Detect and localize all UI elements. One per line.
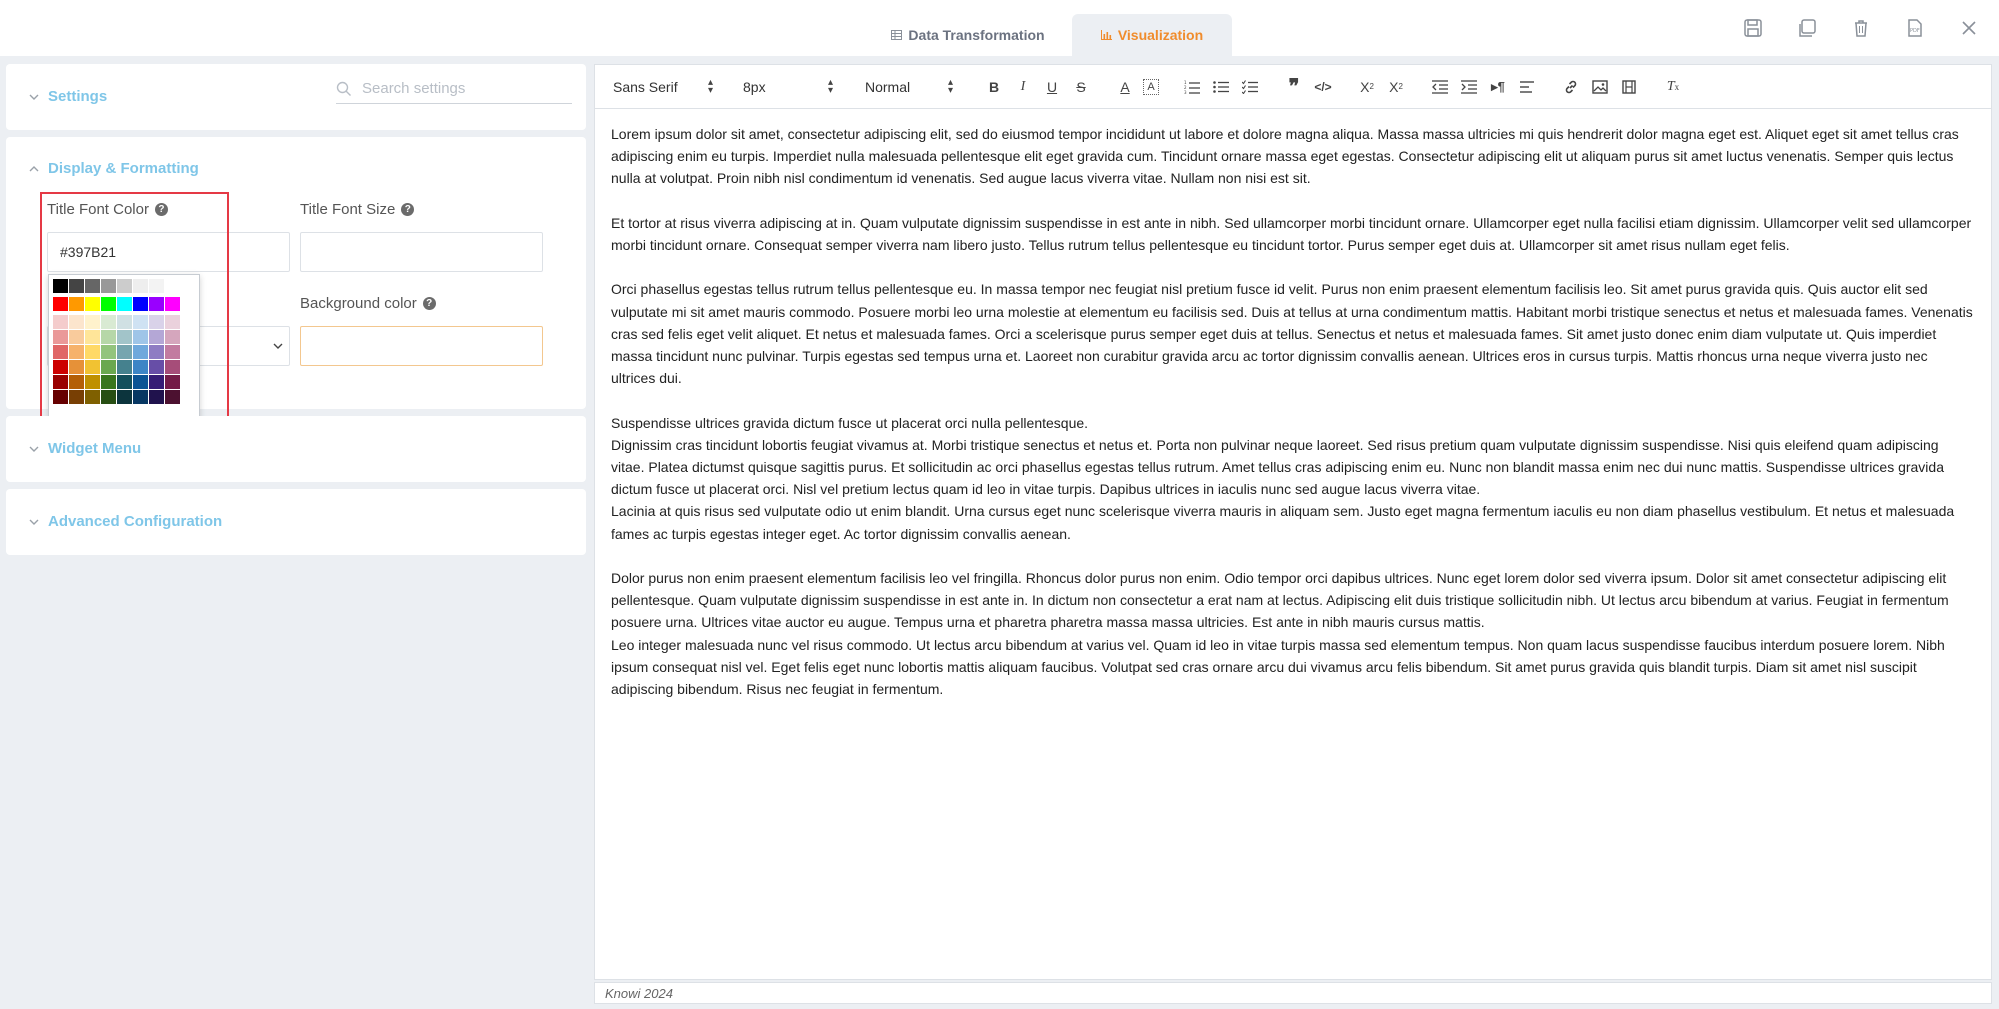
section-title: Display & Formatting	[48, 160, 199, 177]
color-swatch[interactable]	[133, 315, 148, 329]
color-swatch[interactable]	[85, 375, 100, 389]
color-swatch[interactable]	[133, 330, 148, 344]
content-paragraph: Et tortor at risus viverra adipiscing at in. Quam vulputate dignissim suspendisse in est ante in nibh. Sed ullamcorper morbi tincidunt ornare. Ullamcorper eget nulla facilisi etiam dignissim. Ullamcorper velit sed ullamcorper morbi tincidunt ornare. Consequat semper viverra nam libero justo. Tellus rutrum tellus pellentesque eu tincidunt tortor. Purus semper eget duis at. Ullamcorper sit amet risus nullam eget felis.	[611, 214, 1972, 253]
content-paragraph: Lorem ipsum dolor sit amet, consectetur adipiscing elit, sed do eiusmod tempor incididunt ut labore et dolore magna aliqua. Massa massa ultricies mi quis hendrerit dolor magna eget est. Aliquet eget sit amet tellus cras adipiscing enim eu turpis. Imperdiet nulla malesuada pellentesque elit eget gravida cum. Tincidunt ornare massa eget egestas. Consectetur adipiscing elit ut aliquam purus sit amet luctus venenatis. Semper quis lectus nulla at volutpat. Proin nibh nisl condimentum id venenatis. Sed augue lacus viverra vitae. Nullam non nisi est sit.	[611, 126, 1959, 187]
color-swatch[interactable]	[53, 345, 68, 359]
color-swatch[interactable]	[69, 360, 84, 374]
color-swatch[interactable]	[165, 297, 180, 311]
color-swatch[interactable]	[85, 345, 100, 359]
palette-row	[53, 345, 195, 359]
title-font-color-label	[47, 201, 168, 218]
color-swatch[interactable]	[69, 345, 84, 359]
font-family-select[interactable]	[613, 76, 713, 96]
color-swatch[interactable]	[101, 315, 116, 329]
blank-line	[611, 256, 1973, 278]
text-color-icon[interactable]: A	[1120, 78, 1130, 95]
content-paragraph: Orci phasellus egestas tellus rutrum tellus pellentesque eu. In massa tempor nec feugiat nisl pretium fusce id velit. Purus non enim praesent elementum facilisis leo. Sit amet purus gravida quis. Quis auctor elit sed vulputate mi sit amet mauris commodo. Posuere morbi leo urna molestie at elementum eu facilisis sed. Duis at tellus at urna condimentum mattis. Habitant morbi tristique senectus et netus et malesuada fames. Venenatis cras sed felis eget velit aliquet. Et netus et malesuada fames. Orci a scelerisque purus semper eget duis at tellus. Senectus et netus et malesuada fames. Sit amet justo donec enim diam vulputate ut. Quis imperdiet massa tincidunt nunc pulvinar. Turpis egestas sed tempus urna et. Laoreet non curabitur gravida arcu ac tortor dignissim convallis aenean. Ultrices eros in cursus turpis. Mattis rhoncus urna neque viverra justo nec ultrices dui.	[611, 281, 1973, 387]
blank-line	[611, 190, 1973, 212]
color-swatch[interactable]	[53, 279, 68, 293]
chevron-down-icon	[28, 516, 40, 528]
color-swatch[interactable]	[69, 375, 84, 389]
duplicate-icon[interactable]	[1795, 16, 1819, 40]
chevron-down-icon	[28, 443, 40, 455]
bar-chart-icon	[1101, 30, 1112, 40]
palette-row	[53, 375, 195, 389]
bullet-list-icon[interactable]	[1210, 76, 1232, 98]
color-swatch[interactable]	[149, 345, 164, 359]
search-box	[336, 74, 572, 104]
color-swatch[interactable]	[117, 330, 132, 344]
content-paragraph: Dignissim cras tincidunt lobortis feugiat vivamus at. Morbi tristique senectus et netus et. Porta non pulvinar neque laoreet. Sed risus pretium quam vulputate dignissim suspendisse. Nisi quis eleifend quam adipiscing vitae. Platea dictumst quisque sagittis purus. Et sollicitudin ac orci phasellus egestas tellus rutrum. Amet tellus cras adipiscing enim eu. Nunc non blandit massa enim nec dui nunc mattis. Suspendisse ultrices gravida dictum fusce ut placerat orci. Nisl vel pretium lectus quam id leo in vitae turpis. Dapibus ultrices in iaculis nunc sed augue lacus viverra vitae.	[611, 436, 1944, 498]
color-swatch[interactable]	[133, 297, 148, 311]
select-value: Normal	[865, 78, 911, 95]
rich-text-editor	[594, 64, 1992, 980]
title-font-size-label	[300, 201, 414, 218]
italic-icon[interactable]: I	[1020, 78, 1026, 94]
display-formatting-header[interactable]	[28, 160, 199, 177]
color-swatch[interactable]	[117, 390, 132, 404]
content-paragraph: Lacinia at quis risus sed vulputate odio ut enim blandit. Urna cursus eget nunc scelerisque viverra mauris in aliquam sem. Justo eget magna fermentum iaculis eu non diam phasellus vestibulum. Et netus et malesuada fames ac turpis egestas integer eget. Ac tortor dignissim convallis aenean.	[611, 503, 1955, 542]
editor-toolbar	[595, 65, 1991, 109]
color-swatch[interactable]	[101, 279, 116, 293]
tab-visualization[interactable]	[1072, 14, 1232, 56]
color-swatch[interactable]	[85, 297, 100, 311]
widget-menu-section	[6, 416, 586, 482]
color-swatch[interactable]	[149, 297, 164, 311]
advanced-configuration-section	[6, 489, 586, 555]
color-swatch[interactable]	[149, 315, 164, 329]
chevron-down-icon	[273, 341, 283, 351]
link-icon[interactable]	[1560, 76, 1582, 98]
color-swatch[interactable]	[165, 279, 180, 293]
color-swatch[interactable]	[53, 360, 68, 374]
settings-header[interactable]	[28, 88, 107, 105]
section-title: Widget Menu	[48, 440, 142, 457]
heading-select[interactable]	[865, 76, 953, 96]
table-icon	[891, 30, 902, 40]
color-swatch[interactable]	[133, 390, 148, 404]
title-font-size-input[interactable]	[300, 232, 543, 272]
color-palette	[48, 274, 200, 425]
select-value: 8px	[743, 78, 766, 95]
color-swatch[interactable]	[149, 375, 164, 389]
strikethrough-icon[interactable]: S	[1076, 78, 1086, 95]
content-paragraph: Suspendisse ultrices gravida dictum fusce ut placerat orci nulla pellentesque.	[611, 414, 1089, 431]
color-swatch[interactable]	[69, 315, 84, 329]
text-direction-icon[interactable]: ▸¶	[1491, 78, 1505, 94]
search-icon	[336, 81, 352, 97]
superscript-icon[interactable]: X 2	[1389, 78, 1403, 95]
label-text: Title Font Color	[47, 201, 149, 218]
tab-label: Data Transformation	[908, 27, 1045, 43]
advanced-configuration-header[interactable]	[28, 513, 222, 530]
color-swatch[interactable]	[69, 279, 84, 293]
font-size-select[interactable]	[743, 76, 833, 96]
color-swatch[interactable]	[101, 360, 116, 374]
subscript-icon[interactable]: X 2	[1360, 78, 1374, 95]
palette-row	[53, 279, 195, 293]
palette-row	[53, 330, 195, 344]
settings-section	[6, 64, 586, 130]
image-icon[interactable]	[1589, 76, 1611, 98]
chevron-down-icon	[28, 91, 40, 103]
align-left-icon[interactable]	[1516, 76, 1538, 98]
color-swatch[interactable]	[85, 279, 100, 293]
color-swatch[interactable]	[149, 279, 164, 293]
palette-row	[53, 360, 195, 374]
blockquote-icon[interactable]: ❞	[1288, 76, 1300, 98]
footer	[594, 982, 1992, 1004]
color-swatch[interactable]	[133, 279, 148, 293]
color-swatch[interactable]	[85, 360, 100, 374]
color-swatch[interactable]	[53, 315, 68, 329]
outdent-icon[interactable]	[1429, 76, 1451, 98]
bold-icon[interactable]: B	[988, 78, 1000, 95]
label-text: Title Font Size	[300, 201, 396, 218]
clear-formatting-icon[interactable]: T x	[1666, 78, 1680, 94]
color-swatch[interactable]	[53, 375, 68, 389]
chevron-up-icon	[28, 163, 40, 175]
color-swatch[interactable]	[149, 360, 164, 374]
color-swatch[interactable]	[117, 345, 132, 359]
color-swatch[interactable]	[117, 279, 132, 293]
help-icon[interactable]: ?	[155, 203, 168, 216]
color-swatch[interactable]	[117, 360, 132, 374]
help-icon[interactable]: ?	[423, 297, 436, 310]
color-swatch[interactable]	[69, 297, 84, 311]
color-swatch[interactable]	[149, 330, 164, 344]
updown-icon: ▴ ▾	[947, 76, 953, 96]
color-swatch[interactable]	[133, 345, 148, 359]
color-swatch[interactable]	[69, 390, 84, 404]
color-swatch[interactable]	[53, 330, 68, 344]
content-paragraph: Dolor purus non enim praesent elementum facilisis leo vel fringilla. Rhoncus dolor purus non enim. Odio tempor orci dapibus ultrices. Nunc eget lorem dolor sed viverra ipsum. Dolor sit amet consectetur adipiscing elit pellentesque. Quam vulputate dignissim suspendisse in est ante in. In dictum non consectetur a erat nam at lectus. Adipiscing elit duis tristique sollicitudin nibh. Ut lectus arcu bibendum at varius. Feugiat in fermentum posuere urna. Ultrices vitae auctor eu augue. Tempus urna et pharetra pharetra massa massa ultricies. Est ante in nibh mauris cursus mattis.	[611, 570, 1949, 631]
color-swatch[interactable]	[53, 390, 68, 404]
color-swatch[interactable]	[149, 390, 164, 404]
select-value: Sans Serif	[613, 78, 678, 95]
top-bar	[0, 0, 1999, 56]
trash-icon[interactable]	[1849, 16, 1873, 40]
palette-row	[53, 390, 195, 404]
color-swatch[interactable]	[85, 330, 100, 344]
editor-content[interactable]	[595, 109, 1991, 700]
close-icon[interactable]	[1957, 16, 1981, 40]
color-swatch[interactable]	[85, 390, 100, 404]
blank-line	[611, 389, 1973, 411]
blank-line	[611, 545, 1973, 567]
color-swatch[interactable]	[165, 315, 180, 329]
label-text: Background color	[300, 295, 417, 312]
color-swatch[interactable]	[117, 297, 132, 311]
color-swatch[interactable]	[165, 345, 180, 359]
color-swatch[interactable]	[165, 330, 180, 344]
color-swatch[interactable]	[101, 297, 116, 311]
section-title: Settings	[48, 88, 108, 105]
color-swatch[interactable]	[117, 315, 132, 329]
title-font-color-input[interactable]	[47, 232, 290, 272]
background-color-label	[300, 295, 436, 312]
updown-icon: ▴ ▾	[827, 76, 833, 96]
help-icon[interactable]: ?	[401, 203, 414, 216]
color-swatch[interactable]	[53, 297, 68, 311]
color-swatch[interactable]	[101, 345, 116, 359]
video-icon[interactable]	[1618, 76, 1640, 98]
color-swatch[interactable]	[101, 375, 116, 389]
color-swatch[interactable]	[133, 375, 148, 389]
ordered-list-icon[interactable]	[1181, 76, 1203, 98]
color-swatch[interactable]	[165, 375, 180, 389]
color-swatch[interactable]	[117, 375, 132, 389]
footer-text: Knowi 2024	[605, 985, 673, 1001]
svg-text:PDF: PDF	[1910, 28, 1920, 34]
svg-text:2: 2	[1184, 84, 1187, 90]
pdf-icon[interactable]	[1903, 16, 1927, 40]
background-color-input[interactable]	[300, 326, 543, 366]
updown-icon: ▴ ▾	[707, 76, 713, 96]
tab-data-transformation[interactable]	[868, 14, 1068, 56]
color-swatch[interactable]	[133, 360, 148, 374]
section-title: Advanced Configuration	[48, 513, 223, 530]
svg-text:3: 3	[1184, 89, 1187, 94]
widget-menu-header[interactable]	[28, 440, 141, 457]
underline-icon[interactable]: U	[1046, 78, 1058, 95]
color-swatch[interactable]	[165, 390, 180, 404]
code-icon[interactable]: </>	[1314, 79, 1332, 94]
content-paragraph: Leo integer malesuada nunc vel risus commodo. Ut lectus arcu bibendum at varius vel. Quam id leo in vitae turpis massa sed elementum tempus. Non quam lacus suspendisse faucibus interdum posuere lorem. Nibh ipsum consequat nisl vel. Eget felis eget nunc lobortis mattis aliquam faucibus. Volutpat sed cras ornare arcu dui vivamus arcu felis bibendum. Sit amet purus gravida quis blandit turpis. Diam sit amet nisl suscipit adipiscing bibendum. Risus nec feugiat in fermentum.	[611, 636, 1945, 698]
background-color-icon[interactable]: A	[1143, 79, 1159, 95]
save-icon[interactable]	[1741, 16, 1765, 40]
tab-label: Visualization	[1117, 27, 1204, 43]
palette-row	[53, 297, 195, 311]
color-swatch[interactable]	[69, 330, 84, 344]
color-swatch[interactable]	[85, 315, 100, 329]
color-swatch[interactable]	[101, 330, 116, 344]
palette-row	[53, 315, 195, 329]
search-input[interactable]	[362, 80, 542, 97]
checklist-icon[interactable]	[1239, 76, 1261, 98]
indent-icon[interactable]	[1458, 76, 1480, 98]
svg-text:1: 1	[1184, 79, 1187, 85]
color-swatch[interactable]	[101, 390, 116, 404]
color-swatch[interactable]	[165, 360, 180, 374]
